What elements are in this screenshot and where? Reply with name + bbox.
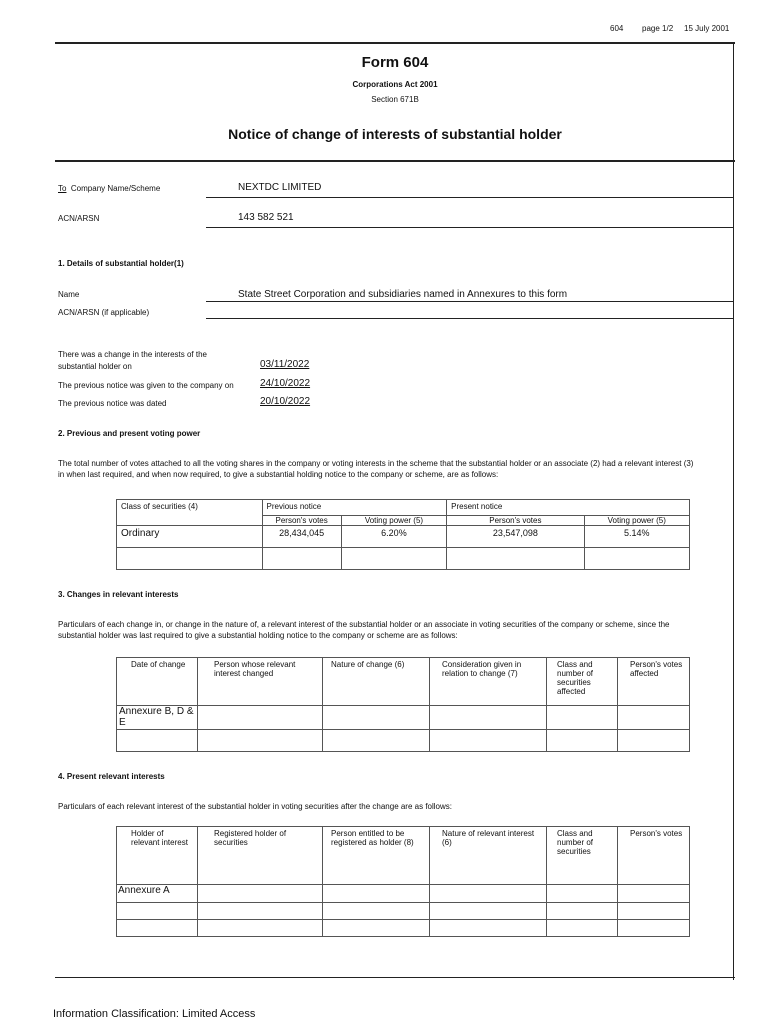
form-number: 604 (610, 24, 624, 33)
present-interests-table (116, 826, 690, 937)
change-date: 03/11/2022 (260, 359, 310, 370)
section1-heading: 1. Details of substantial holder(1) (58, 259, 184, 268)
notice-title: Notice of change of interests of substantial holder (228, 126, 562, 142)
present-header-cell (447, 500, 690, 516)
class-header: Class of securities (4) (121, 502, 198, 511)
col-person-changed: Person whose relevant interest changed (198, 658, 323, 706)
holder-name-label: Name (58, 290, 80, 299)
holder-name-line (206, 301, 734, 302)
interests-row-annexure: Annexure A (117, 885, 198, 903)
col-nature-interest: Nature of relevant interest (6) (430, 827, 547, 885)
holder-acn-line (206, 318, 734, 319)
section-label: Section 671B (371, 95, 419, 104)
class-header-cell (117, 500, 263, 526)
top-rule (55, 42, 735, 44)
prev-dated-label: The previous notice was dated (58, 399, 167, 408)
prev-power-value: 6.20% (341, 526, 446, 548)
bottom-rule (55, 977, 735, 978)
prev-votes-header: Person's votes (262, 516, 341, 526)
changes-table (116, 657, 690, 752)
section4-paragraph: Particulars of each relevant interest of the substantial holder in voting securities after the change are as follows: (58, 802, 452, 811)
changes-row-annexure: Annexure B, D & E (117, 706, 198, 730)
prev-given-date: 24/10/2022 (260, 378, 311, 389)
col-person-entitled: Person entitled to be registered as holder (8) (323, 827, 430, 885)
to-label: To (58, 184, 67, 193)
col-persons-votes: Person's votes (618, 827, 690, 885)
change-label-1: There was a change in the interests of the (58, 350, 207, 359)
section4-heading: 4. Present relevant interests (58, 772, 165, 781)
company-name-label: Company Name/Scheme (70, 184, 161, 193)
act-label: Corporations Act 2001 (352, 80, 438, 89)
section2-heading: 2. Previous and present voting power (58, 429, 201, 438)
holder-acn-label: ACN/ARSN (if applicable) (58, 308, 150, 317)
pres-votes-header: Person's votes (447, 516, 584, 526)
voting-power-table (116, 499, 690, 570)
acn-value: 143 582 521 (238, 212, 294, 223)
classification-footer: Information Classification: Limited Access (53, 1008, 256, 1020)
company-name-line (206, 197, 734, 198)
company-to-line (58, 184, 160, 193)
holder-name-value: State Street Corporation and subsidiaries named in Annexures to this form (238, 289, 568, 300)
col-consideration: Consideration given in relation to change (7) (430, 658, 547, 706)
previous-header: Previous notice (266, 502, 322, 511)
company-name-value: NEXTDC LIMITED (238, 182, 322, 193)
form-title: Form 604 (361, 54, 429, 71)
change-label-2: substantial holder on (58, 362, 132, 371)
previous-header-cell (262, 500, 447, 516)
section3-heading: 3. Changes in relevant interests (58, 590, 179, 599)
col-registered-holder: Registered holder of securities (198, 827, 323, 885)
col-class-number-securities: Class and number of securities (547, 827, 618, 885)
present-header: Present notice (451, 502, 503, 511)
page-indicator: page 1/2 (642, 24, 674, 33)
pres-votes-value: 23,547,098 (447, 526, 584, 548)
acn-label: ACN/ARSN (58, 214, 100, 223)
col-nature-change: Nature of change (6) (323, 658, 430, 706)
prev-given-label: The previous notice was given to the company on (58, 381, 234, 390)
right-rule (733, 42, 734, 980)
col-date-of-change: Date of change (117, 658, 198, 706)
col-class-number: Class and number of securities affected (547, 658, 618, 706)
section3-paragraph: Particulars of each change in, or change in the nature of, a relevant interest of the substantial holder or an associate in voting securities of the company or scheme, since the substantial holder was last required to give a substantial holding notice to the company or scheme are as follows: (58, 620, 670, 640)
pres-power-value: 5.14% (584, 526, 689, 548)
col-votes-affected: Person's votes affected (618, 658, 690, 706)
pres-power-header: Voting power (5) (584, 516, 689, 526)
prev-votes-value: 28,434,045 (262, 526, 341, 548)
row-class: Ordinary (117, 526, 263, 548)
header-date: 15 July 2001 (684, 24, 730, 33)
prev-dated-date: 20/10/2022 (260, 396, 311, 407)
section2-paragraph: The total number of votes attached to all the voting shares in the company or voting interests in the scheme that the substantial holder or an associate (2) had a relevant interest (3) in when last required, and when now required, to give a substantial holding notice to the company or scheme, are as follows: (58, 459, 694, 479)
acn-line (206, 227, 734, 228)
title-rule (55, 160, 735, 162)
col-holder: Holder of relevant interest (117, 827, 198, 885)
prev-power-header: Voting power (5) (341, 516, 446, 526)
